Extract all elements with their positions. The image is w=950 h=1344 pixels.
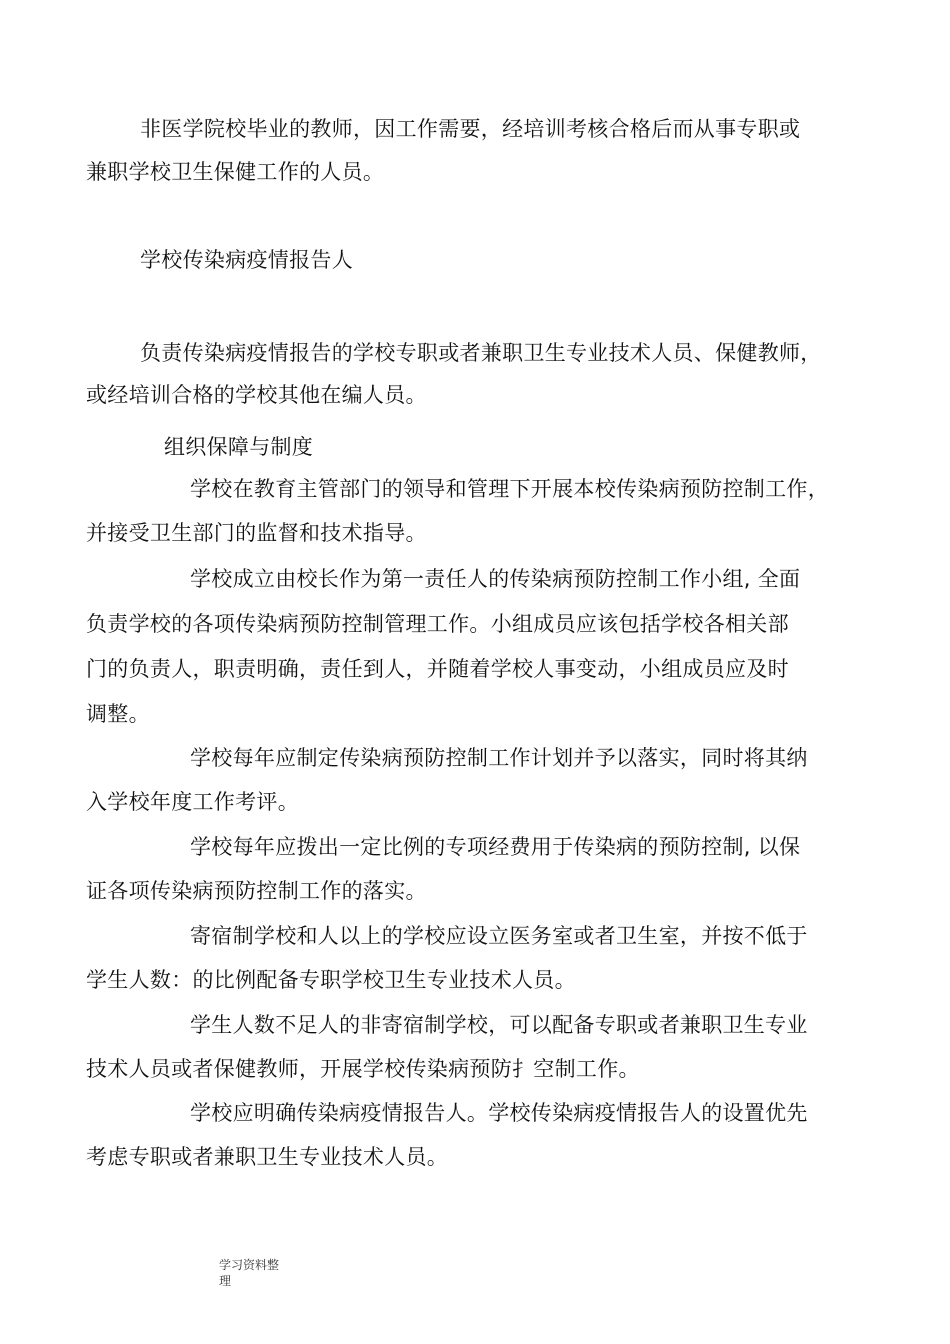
paragraph-line: 学生人数：的比例配备专职学校卫生专业技术人员。 bbox=[86, 968, 576, 992]
paragraph-line: 学生人数不足人的非寄宿制学校，可以配备专职或者兼职卫生专业 bbox=[190, 1013, 808, 1037]
paragraph-line: 学校每年应拨出一定比例的专项经费用于传染病的预防控制, 以保 bbox=[190, 835, 801, 859]
paragraph-line: 非医学院校毕业的教师，因工作需要，经培训考核合格后而从事专职或 bbox=[140, 117, 801, 141]
paragraph-line: 学校在教育主管部门的领导和管理下开展本校传染病预防控制工作， bbox=[190, 477, 829, 501]
section-heading: 组织保障与制度 bbox=[164, 435, 314, 459]
paragraph-line: 并接受卫生部门的监督和技术指导。 bbox=[86, 521, 427, 545]
paragraph-line: 负责学校的各项传染病预防控制管理工作。小组成员应该包括学校各相关部 bbox=[86, 612, 789, 636]
paragraph-line: 证各项传染病预防控制工作的落实。 bbox=[86, 879, 427, 903]
paragraph-line: 考虑专职或者兼职卫生专业技术人员。 bbox=[86, 1145, 449, 1169]
section-heading: 学校传染病疫情报告人 bbox=[140, 248, 353, 272]
paragraph-line: 寄宿制学校和人以上的学校应设立医务室或者卫生室，并按不低于 bbox=[190, 924, 808, 948]
paragraph-line: 兼职学校卫生保健工作的人员。 bbox=[86, 160, 385, 184]
paragraph-line: 入学校年度工作考评。 bbox=[86, 790, 299, 814]
paragraph-line: 学校应明确传染病疫情报告人。学校传染病疫情报告人的设置优先 bbox=[190, 1101, 808, 1125]
paragraph-line: 学校成立由校长作为第一责任人的传染病预防控制工作小组, 全面 bbox=[190, 567, 801, 591]
paragraph-line: 或经培训合格的学校其他在编人员。 bbox=[86, 383, 427, 407]
footer-text: 学习资料整 bbox=[219, 1258, 280, 1272]
paragraph-line: 负责传染病疫情报告的学校专职或者兼职卫生专业技术人员、保健教师， bbox=[140, 341, 822, 365]
paragraph-line: 学校每年应制定传染病预防控制工作计划并予以落实，同时将其纳 bbox=[190, 746, 808, 770]
paragraph-line: 技术人员或者保健教师，开展学校传染病预防扌空制工作。 bbox=[86, 1057, 640, 1081]
paragraph-line: 调整。 bbox=[86, 702, 150, 726]
footer-text: 理 bbox=[219, 1274, 232, 1288]
paragraph-line: 门的负责人，职责明确，责任到人，并随着学校人事变动，小组成员应及时 bbox=[86, 657, 789, 681]
